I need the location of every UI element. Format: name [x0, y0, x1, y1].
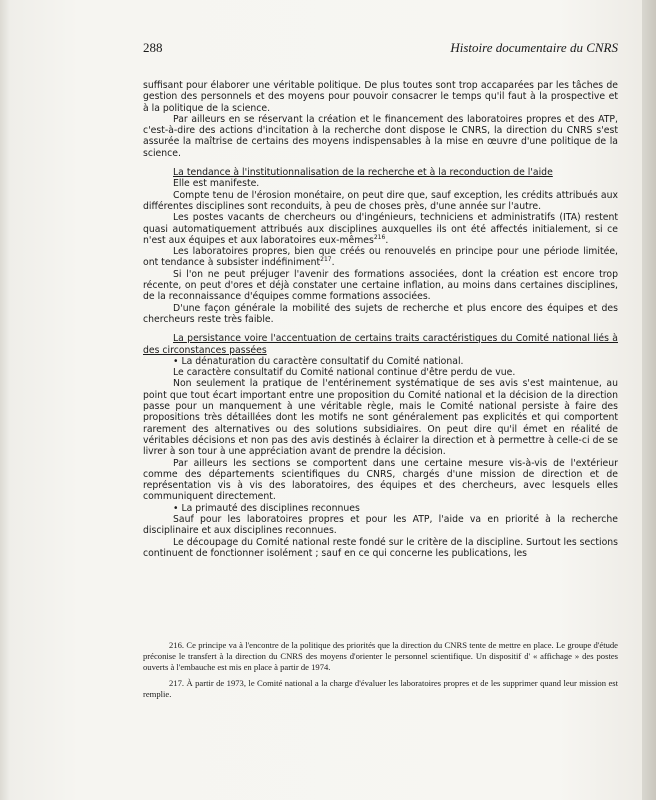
paragraph-text: Les postes vacants de chercheurs ou d'ingénieurs, techniciens et administratifs (ITA) restent quasi automatiquement attribués aux disciplines auxquelles ils ont été affectés initialement, si ce n'est aux équipes et aux laboratoires eux-mêmes	[143, 212, 618, 246]
footnote: 217. À partir de 1973, le Comité national a la charge d'évaluer les laboratoires propres et de les supprimer quand leur mission est remplie.	[143, 677, 618, 699]
paragraph-end: .	[331, 257, 335, 269]
section-heading: La tendance à l'institutionnalisation de la recherche et à la reconduction de l'aide	[173, 167, 553, 179]
bullet-item: • La dénaturation du caractère consultatif du Comité national.	[173, 355, 464, 367]
footnote-ref[interactable]: 217	[320, 256, 332, 264]
page-number: 288	[143, 40, 163, 55]
paragraph	[143, 246, 618, 269]
body-text	[143, 80, 618, 559]
running-header	[143, 40, 618, 60]
paragraph: Sauf pour les laboratoires propres et pour les ATP, l'aide va en priorité à la recherche disciplinaire et aux disciplines reconnues.	[143, 513, 618, 537]
paragraph: Par ailleurs les sections se comportent dans une certaine mesure vis-à-vis de l'extérieur comme des départements scientifiques du CNRS, chargés d'une mission de direction et de représentation vis à vis des laboratoires, des équipes et des chercheurs, avec lesquels elles communiquent directement.	[143, 457, 618, 503]
paragraph-end: .	[385, 234, 389, 246]
paragraph: Non seulement la pratique de l'entérinement systématique de ses avis s'est maintenue, au point que tout écart important entre une proposition du Comité national et la décision de la direction passe pour un manquement à une véritable règle, mais le Comité national persiste à faire des propositions très détaillées dont les motifs ne sont généralement pas explicités et qui comportent rarement des alternatives ou des solutions subsidiaires. On peut dire qu'il émet en réalité de véritables décisions et non pas des avis destinés à éclairer la direction et à permettre à celle-ci de se livrer à son tour à une appréciation avant de prendre la décision.	[143, 378, 618, 458]
footnote: 216. Ce principe va à l'encontre de la politique des priorités que la direction du CNRS tente de mettre en place. Le groupe d'étude préconise le transfert à la direction du CNRS des moyens d'orienter le personnel scientifique. Un dispositif d' « affichage » des postes ouverts à l'embauche est mis en place à partir de 1974.	[143, 640, 618, 673]
page-left-edge	[0, 0, 10, 800]
bullet-item: • La primauté des disciplines reconnues	[173, 502, 360, 514]
section-heading: La persistance voire l'accentuation de certains traits caractéristiques du Comité national liés à des circonstances passées	[143, 333, 618, 356]
paragraph: Elle est manifeste.	[173, 178, 260, 190]
footnote-ref[interactable]: 216	[373, 233, 386, 241]
paragraph: suffisant pour élaborer une véritable politique. De plus toutes sont trop accaparées par les tâches de gestion des personnels et des moyens pour pouvoir consacrer le temps qu'il faut à la prospective et à la politique de la science.	[143, 80, 618, 114]
paragraph-text: Les laboratoires propres, bien que créés ou renouvelés en principe pour une période limitée, ont tendance à subsister indéfiniment	[143, 246, 618, 269]
running-title: Histoire documentaire du CNRS	[450, 40, 618, 55]
paragraph	[143, 212, 618, 246]
paragraph: Si l'on ne peut préjuger l'avenir des formations associées, dont la création est encore trop récente, on peut d'ores et déjà constater une certaine inflation, au moins dans certaines disciplines, de la reconnaissance d'équipes comme formations associées.	[143, 268, 618, 303]
footnotes	[143, 640, 618, 704]
paragraph: Par ailleurs en se réservant la création et le financement des laboratoires propres et des ATP, c'est-à-dire des actions d'incitation à la recherche dont dispose le CNRS, la direction du CNRS s'est assurée la maîtrise de certains des moyens indispensables à la mise en œuvre d'une politique de la science.	[143, 113, 618, 159]
paragraph: Le caractère consultatif du Comité national continue d'être perdu de vue.	[173, 367, 516, 379]
paragraph: Compte tenu de l'érosion monétaire, on peut dire que, sauf exception, les crédits attribués aux différentes disciplines sont reconduits, à peu de choses près, d'une année sur l'autre.	[143, 189, 618, 212]
paragraph: D'une façon générale la mobilité des sujets de recherche et plus encore des équipes et des chercheurs reste très faible.	[143, 302, 618, 325]
paragraph: Le découpage du Comité national reste fondé sur le critère de la discipline. Surtout les sections continuent de fonctionner isolément ; sauf en ce qui concerne les publications, les	[143, 536, 618, 559]
page-right-edge	[642, 0, 656, 800]
